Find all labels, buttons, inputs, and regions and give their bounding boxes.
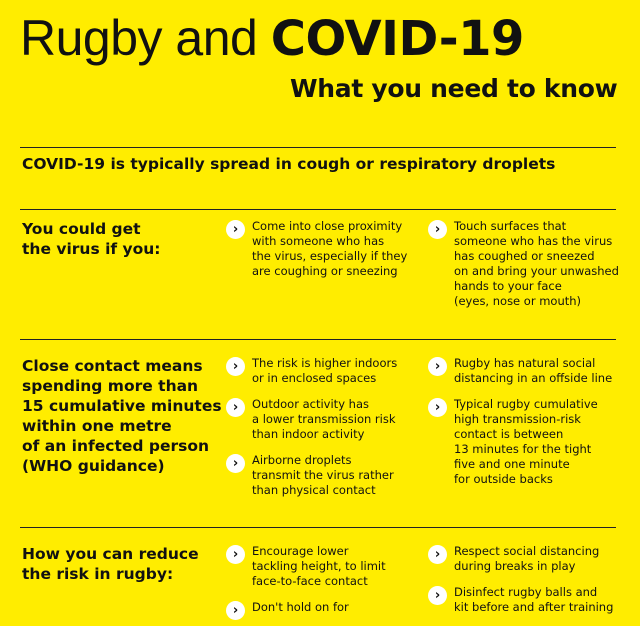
bullet-line: hands to your face: [454, 279, 562, 293]
bullet-item: [428, 585, 613, 615]
bullet-line: has coughed or sneezed: [454, 249, 595, 263]
bullet-line: during breaks in play: [454, 559, 576, 573]
chevron-right-icon: ›: [428, 220, 447, 239]
bullet-text: [252, 397, 397, 442]
heading-line: spending more than: [22, 377, 199, 395]
bullet-line: with someone who has: [252, 234, 385, 248]
page-title: [20, 6, 524, 71]
bullet-line: for outside backs: [454, 472, 553, 486]
bullet-line: (eyes, nose or mouth): [454, 294, 582, 308]
section-heading: [22, 219, 222, 259]
bullet-line: high transmission-risk: [454, 412, 581, 426]
bullet-line: Disinfect rugby balls and: [454, 585, 598, 599]
bullet-item: [226, 544, 386, 589]
bullet-column-1: [226, 544, 386, 626]
heading-line: How you can reduce: [22, 545, 199, 563]
chevron-right-icon: ›: [428, 398, 447, 417]
bullet-item: [226, 453, 397, 498]
bullet-line: The risk is higher indoors: [252, 356, 398, 370]
bullet-line: Rugby has natural social: [454, 356, 596, 370]
bullet-text: [252, 219, 407, 279]
bullet-line: Touch surfaces that: [454, 219, 567, 233]
bullet-column-2: [428, 356, 612, 498]
chevron-right-icon: ›: [226, 398, 245, 417]
bullet-item: [226, 219, 407, 279]
divider: [20, 339, 616, 340]
bullet-line: Outdoor activity has: [252, 397, 369, 411]
heading-line: within one metre: [22, 417, 172, 435]
heading-line: 15 cumulative minutes: [22, 397, 222, 415]
bullet-column-1: [226, 219, 407, 290]
bullet-item: [226, 356, 397, 386]
heading-line: (WHO guidance): [22, 457, 165, 475]
bullet-line: are coughing or sneezing: [252, 264, 398, 278]
chevron-right-icon: ›: [226, 545, 245, 564]
bullet-line: Don't hold on for: [252, 600, 349, 614]
title-bold: COVID-19: [270, 11, 524, 67]
bullet-text: [252, 356, 397, 386]
bullet-column-2: [428, 219, 619, 320]
bullet-line: Encourage lower: [252, 544, 349, 558]
divider: [20, 147, 616, 148]
bullet-line: someone who has the virus: [454, 234, 613, 248]
bullet-line: distancing in an offside line: [454, 371, 613, 385]
bullet-line: Typical rugby cumulative: [454, 397, 598, 411]
bullet-text: [454, 397, 612, 487]
bullet-line: than physical contact: [252, 483, 376, 497]
bullet-item: [226, 397, 397, 442]
section-heading: [22, 544, 222, 584]
chevron-right-icon: ›: [226, 454, 245, 473]
bullet-line: than indoor activity: [252, 427, 365, 441]
bullet-line: on and bring your unwashed: [454, 264, 619, 278]
bullet-text: [454, 219, 619, 309]
bullet-text: [252, 600, 386, 615]
bullet-column-2: [428, 544, 613, 626]
heading-line: Close contact means: [22, 357, 203, 375]
bullet-line: contact is between: [454, 427, 564, 441]
bullet-column-1: [226, 356, 397, 509]
bullet-text: [252, 544, 386, 589]
chevron-right-icon: ›: [226, 220, 245, 239]
heading-line: the virus if you:: [22, 240, 161, 258]
title-light: Rugby and: [20, 10, 271, 66]
bullet-line: five and one minute: [454, 457, 570, 471]
bullet-text: [454, 585, 613, 615]
bullet-line: the virus, especially if they: [252, 249, 408, 263]
divider: [20, 527, 616, 528]
bullet-line: Respect social distancing: [454, 544, 600, 558]
chevron-right-icon: ›: [226, 601, 245, 620]
page-subtitle: What you need to know: [290, 74, 618, 103]
bullet-line: or in enclosed spaces: [252, 371, 377, 385]
bullet-line: a lower transmission risk: [252, 412, 396, 426]
bullet-line: Airborne droplets: [252, 453, 352, 467]
bullet-text: [454, 544, 613, 574]
bullet-line: face-to-face contact: [252, 574, 368, 588]
bullet-line: 13 minutes for the tight: [454, 442, 592, 456]
bullet-item: [428, 356, 612, 386]
bullet-line: transmit the virus rather: [252, 468, 394, 482]
bullet-item: [428, 544, 613, 574]
bullet-text: [252, 453, 397, 498]
bullet-item: [428, 219, 619, 309]
divider: [20, 209, 616, 210]
section-heading: [22, 356, 222, 476]
intro-text: COVID-19 is typically spread in cough or respiratory droplets: [22, 155, 556, 173]
chevron-right-icon: ›: [428, 357, 447, 376]
bullet-text: [454, 356, 612, 386]
bullet-line: Come into close proximity: [252, 219, 403, 233]
chevron-right-icon: ›: [428, 586, 447, 605]
chevron-right-icon: ›: [226, 357, 245, 376]
chevron-right-icon: ›: [428, 545, 447, 564]
bullet-item: [226, 600, 386, 618]
bullet-line: kit before and after training: [454, 600, 614, 614]
heading-line: of an infected person: [22, 437, 210, 455]
heading-line: the risk in rugby:: [22, 565, 174, 583]
bullet-item: [428, 397, 612, 487]
heading-line: You could get: [22, 220, 141, 238]
bullet-line: tackling height, to limit: [252, 559, 386, 573]
